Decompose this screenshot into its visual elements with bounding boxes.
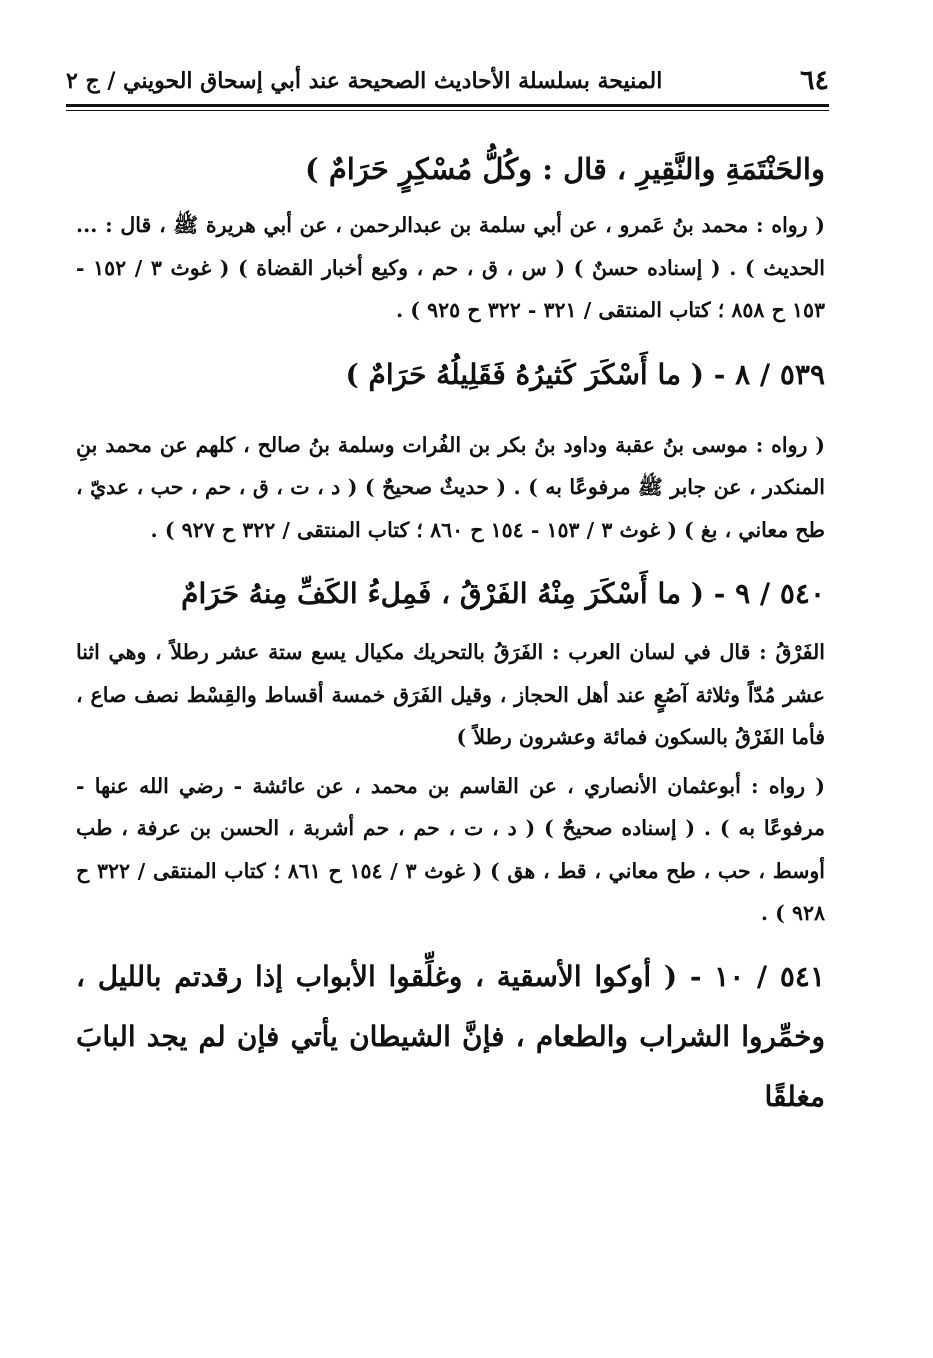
hadith-heading-539: ٥٣٩ / ٨ - ( ما أَسْكَرَ كَثيرُهُ فَقَلِيلُهُ حَرَامٌ ) [345,357,825,391]
takhrij-paragraph-539: ( رواه : موسى بنُ عقبة وداود بنُ بكر بن الفُرات وسلمة بنُ صالح ، كلهم عن محمد بنِ المنكدر ، عن جابر ﷺ مرفوعًا به ) . ( حديثٌ صحيحٌ ) ( د ، ت ، ق ، حم ، حب ، عديّ ، طح معاني ، بغ ) ( غوث ٣ / ١٥٣ - ١٥٤ ح ٨٦٠ ؛ كتاب المنتقى / ٣٢٢ ح ٩٢٧ ) . [76,432,825,542]
page-number: ٦٤ [799,65,829,96]
page-header [66,52,829,104]
hadith-continuation: والحَنْتَمَةِ والنَّقِيرِ ، قال : وكُلُّ مُسْكِرٍ حَرَامٌ ) [305,152,825,186]
lexical-note-540: الفَرْقُ : قال في لسان العرب : الفَرَقُ بالتحريك مكيال يسع ستة عشر رطلاً ، وهي اثنا عشر مُدّاً وثلاثة آصُعٍ عند أهل الحجاز ، وقيل الفَرَق خمسة أقساط والقِسْط نصف صاع ، فأما الفَرْقُ بالسكون فمائة وعشرون رطلاً ) [76,640,825,749]
takhrij-paragraph-540: ( رواه : أبوعثمان الأنصاري ، عن القاسم بن محمد ، عن عائشة - رضي الله عنها - مرفوعًا به ) . ( إسناده صحيحٌ ) ( د ، ت ، حم ، حم أشربة ، الحسن بن عرفة ، طب أوسط ، حب ، طح معاني ، قط ، هق ) ( غوث ٣ / ١٥٤ ح ٨٦١ ؛ كتاب المنتقى / ٣٢٢ ح ٩٢٨ ) . [76,773,825,925]
header-rule-thick [66,104,829,107]
hadith-heading-541: ٥٤١ / ١٠ - ( أوكوا الأسقية ، وغلِّقوا الأبواب إذا رقدتم بالليل ، وخمِّروا الشراب والطعام ، فإنَّ الشيطان يأتي فإن لم يجد البابَ مغلقًا [76,959,825,1113]
page-content [76,140,825,1127]
running-title: المنيحة بسلسلة الأحاديث الصحيحة عند أبي إسحاق الحويني / ج ٢ [66,68,663,94]
header-rule-thin [66,110,829,111]
hadith-heading-540: ٥٤٠ / ٩ - ( ما أَسْكَرَ مِنْهُ الفَرْقُ ، فَمِلءُ الكَفِّ مِنهُ حَرَامٌ [181,577,825,610]
takhrij-paragraph: ( رواه : محمد بنُ عَمرو ، عن أبي سلمة بن عبدالرحمن ، عن أبي هريرة ﷺ ، قال : ... الحديث ) . ( إسناده حسنٌ ) ( س ، ق ، حم ، وكيع أخبار القضاة ) ( غوث ٣ / ١٥٢ - ١٥٣ ح ٨٥٨ ؛ كتاب المنتقى / ٣٢١ - ٣٢٢ ح ٩٢٥ ) . [76,213,826,322]
